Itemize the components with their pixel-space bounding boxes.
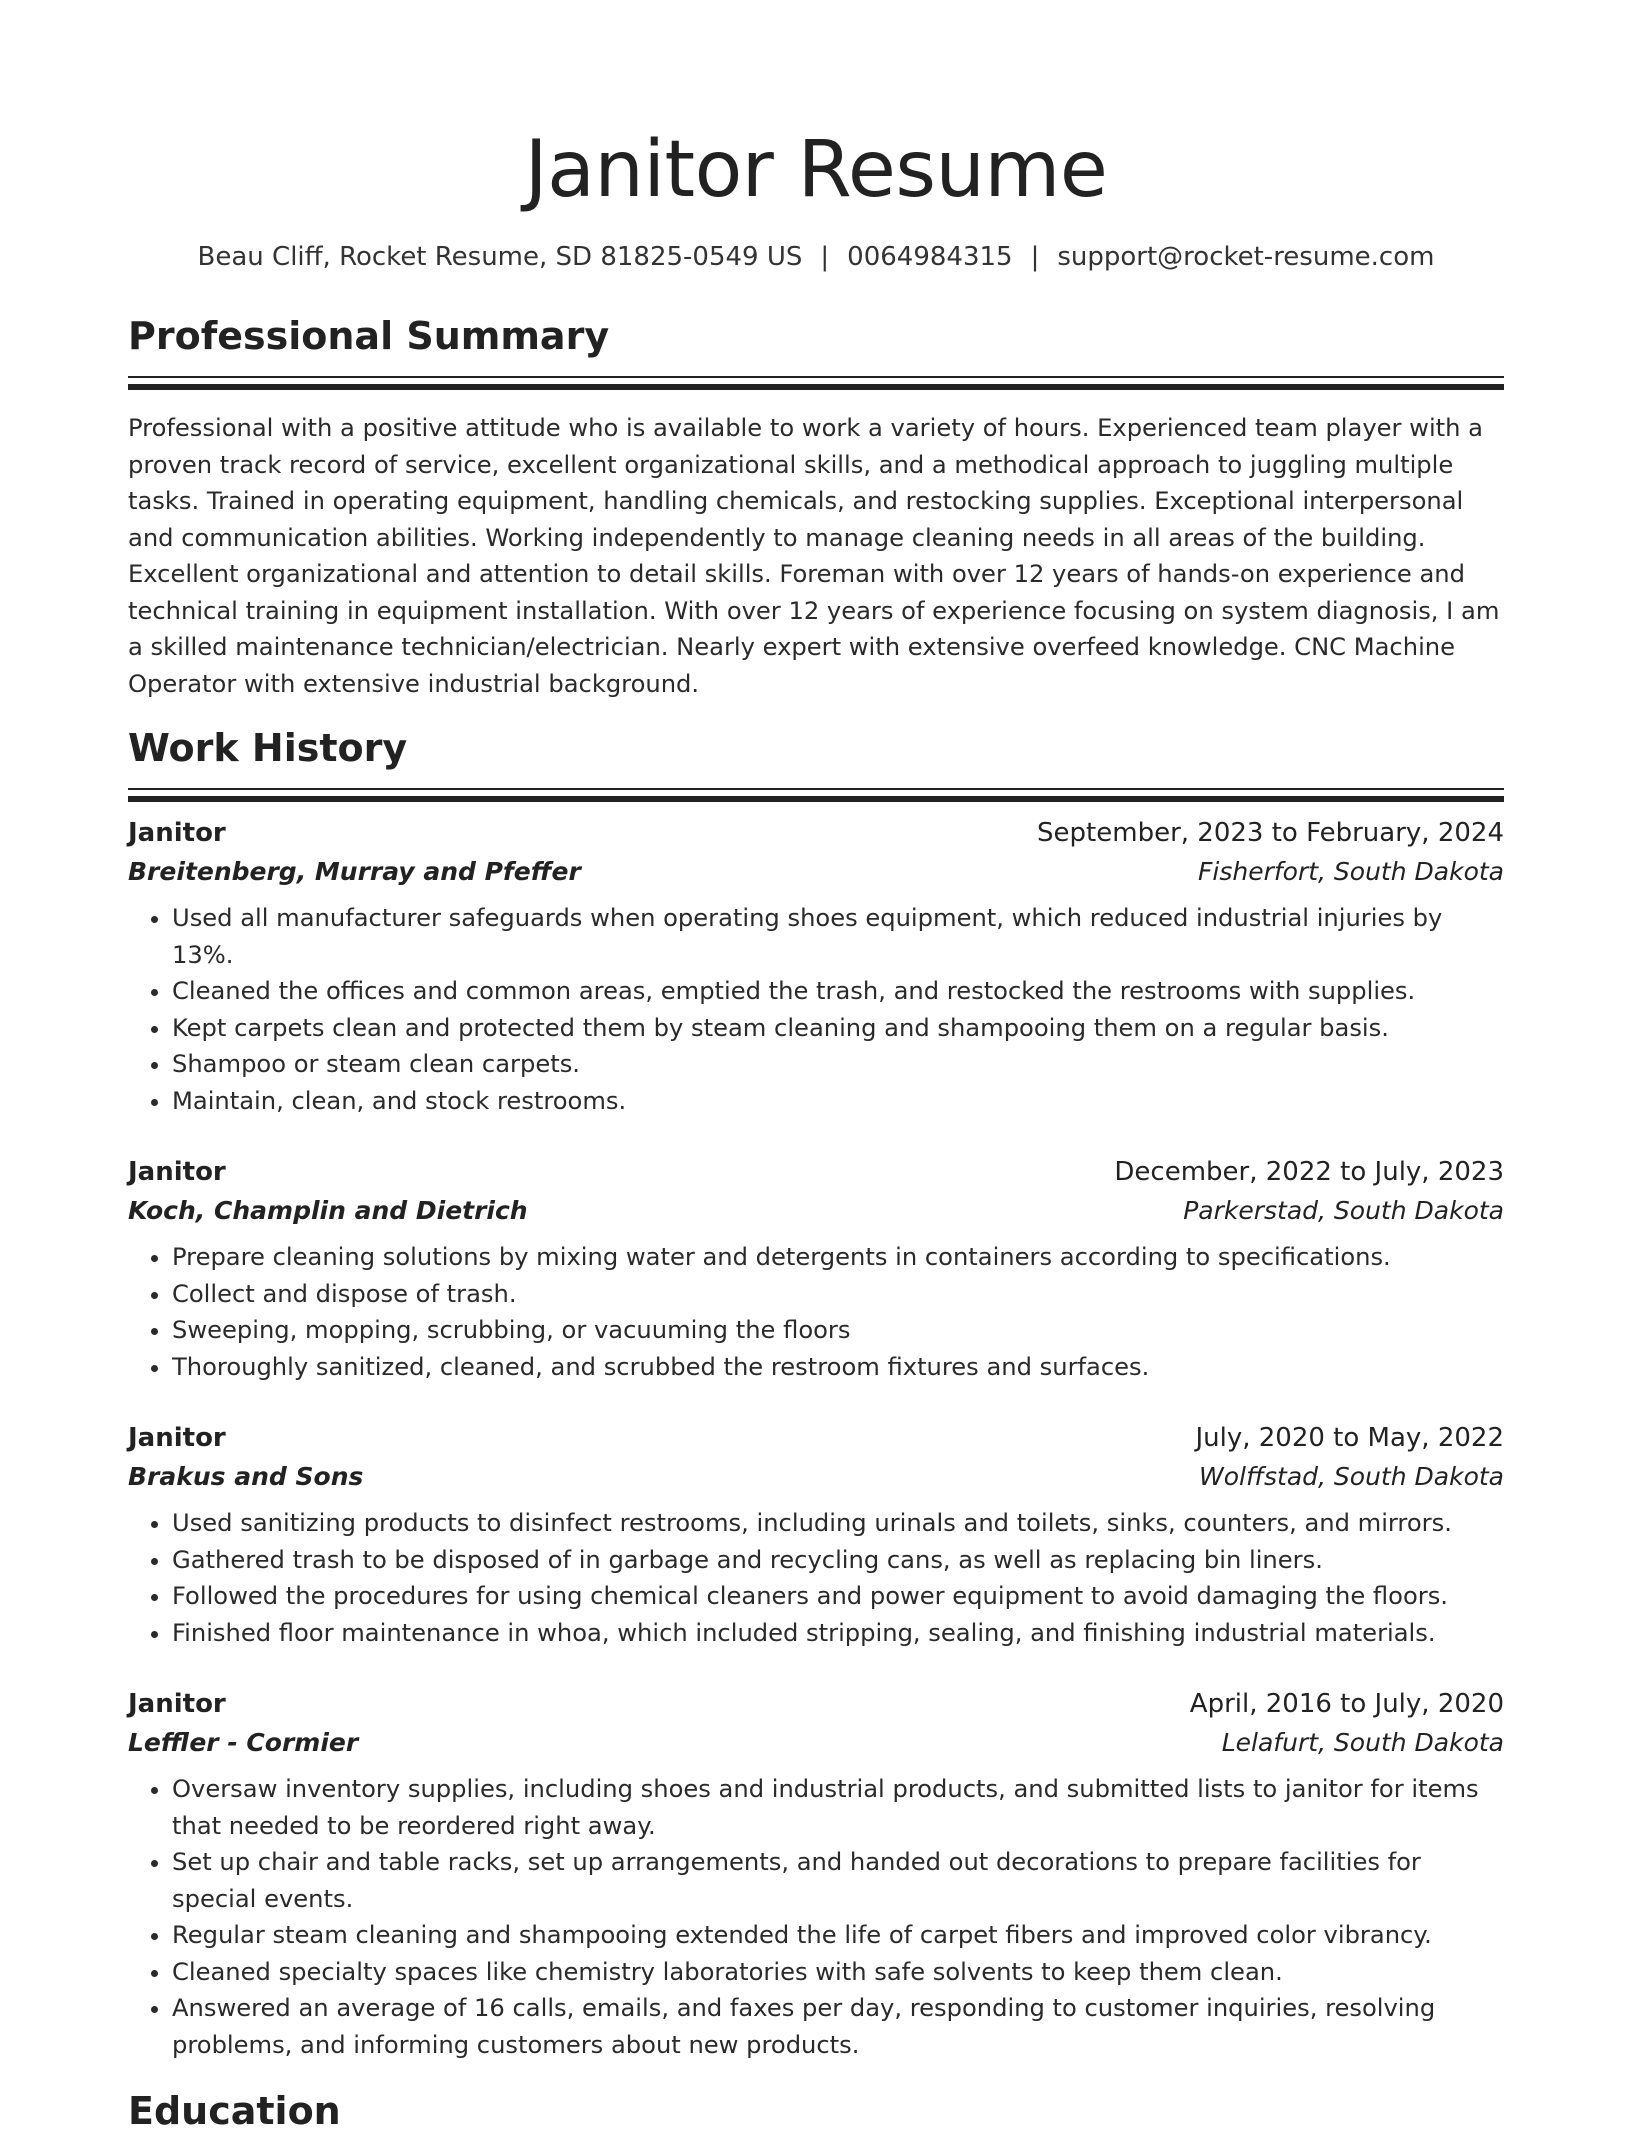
list-item: • Maintain, clean, and stock restrooms. <box>172 1083 1504 1120</box>
contact-email[interactable]: support@rocket-resume.com <box>1057 242 1435 272</box>
job-location: Parkerstad, South Dakota <box>1183 1196 1504 1225</box>
job-company: Breitenberg, Murray and Pfeffer <box>128 857 581 886</box>
resume-page <box>128 0 1504 2135</box>
job-bullets <box>128 900 1504 1119</box>
job-bullets <box>128 1771 1504 2063</box>
section-divider <box>128 788 1504 794</box>
summary-text: Professional with a positive attitude who is available to work a variety of hours. Experienced team player with a proven track record of service, excellent organizational skills, and a methodical approach to juggling multiple tasks. Trained in operating equipment, handling chemicals, and restocking supplies. Exceptional interpersonal and communication abilities. Working independently to manage cleaning needs in all areas of the building. Excellent organizational and attention to detail skills. Foreman with over 12 years of hands-on experience and technical training in equipment installation. With over 12 years of experience focusing on system diagnosis, I am a skilled maintenance technician/electrician. Nearly expert with extensive overfeed knowledge. CNC Machine Operator with extensive industrial background. <box>128 414 1500 698</box>
list-item: • Used all manufacturer safeguards when operating shoes equipment, which reduced industrial injuries by 13%. <box>172 900 1504 973</box>
section-divider <box>128 376 1504 382</box>
list-item: • Cleaned the offices and common areas, emptied the trash, and restocked the restrooms with supplies. <box>172 973 1504 1010</box>
job-location: Fisherfort, South Dakota <box>1198 857 1504 886</box>
section-heading-summary: Professional Summary <box>128 314 610 358</box>
job-company: Brakus and Sons <box>128 1462 364 1491</box>
job-company: Koch, Champlin and Dietrich <box>128 1196 528 1225</box>
list-item: • Oversaw inventory supplies, including shoes and industrial products, and submitted lists to janitor for items that needed to be reordered right away. <box>172 1771 1504 1844</box>
list-item: • Kept carpets clean and protected them by steam cleaning and shampooing them on a regular basis. <box>172 1010 1504 1047</box>
list-item: • Used sanitizing products to disinfect restrooms, including urinals and toilets, sinks, counters, and mirrors. <box>172 1505 1504 1542</box>
job-title: Janitor <box>128 1423 226 1453</box>
summary-section <box>128 312 1504 702</box>
job-location: Lelafurt, South Dakota <box>1221 1728 1504 1757</box>
job-entry <box>128 1419 1504 1651</box>
list-item: • Finished floor maintenance in whoa, which included stripping, sealing, and finishing industrial materials. <box>172 1615 1504 1652</box>
job-dates: July, 2020 to May, 2022 <box>1195 1423 1504 1453</box>
list-item: • Regular steam cleaning and shampooing extended the life of carpet fibers and improved color vibrancy. <box>172 1917 1504 1954</box>
contact-line <box>128 240 1504 274</box>
list-item: • Collect and dispose of trash. <box>172 1276 1504 1313</box>
contact-separator: | <box>1030 242 1040 272</box>
job-title: Janitor <box>128 818 226 848</box>
job-bullets <box>128 1505 1504 1651</box>
work-history-section <box>128 724 1504 2063</box>
job-bullets <box>128 1239 1504 1385</box>
job-company: Leffler - Cormier <box>128 1728 359 1757</box>
job-title: Janitor <box>128 1689 226 1719</box>
section-heading-work-history: Work History <box>128 726 408 770</box>
list-item: • Sweeping, mopping, scrubbing, or vacuuming the floors <box>172 1312 1504 1349</box>
list-item: • Shampoo or steam clean carpets. <box>172 1046 1504 1083</box>
list-item: • Answered an average of 16 calls, emails, and faxes per day, responding to customer inquiries, resolving problems, and informing customers about new products. <box>172 1990 1504 2063</box>
list-item: • Followed the procedures for using chemical cleaners and power equipment to avoid damaging the floors. <box>172 1578 1504 1615</box>
list-item: • Cleaned specialty spaces like chemistry laboratories with safe solvents to keep them clean. <box>172 1954 1504 1991</box>
list-item: • Gathered trash to be disposed of in garbage and recycling cans, as well as replacing bin liners. <box>172 1542 1504 1579</box>
education-section <box>128 2087 1504 2135</box>
list-item: • Set up chair and table racks, set up arrangements, and handed out decorations to prepare facilities for special events. <box>172 1844 1504 1917</box>
contact-separator: | <box>820 242 830 272</box>
list-item: • Thoroughly sanitized, cleaned, and scrubbed the restroom fixtures and surfaces. <box>172 1349 1504 1386</box>
job-title: Janitor <box>128 1157 226 1187</box>
job-dates: December, 2022 to July, 2023 <box>1114 1157 1504 1187</box>
contact-phone: 0064984315 <box>847 242 1013 272</box>
section-heading-education: Education <box>128 2089 341 2133</box>
contact-address: Beau Cliff, Rocket Resume, SD 81825-0549 US <box>197 242 803 272</box>
job-dates: September, 2023 to February, 2024 <box>1037 818 1504 848</box>
job-dates: April, 2016 to July, 2020 <box>1189 1689 1504 1719</box>
resume-title: Janitor Resume <box>524 125 1108 215</box>
list-item: • Prepare cleaning solutions by mixing water and detergents in containers according to specifications. <box>172 1239 1504 1276</box>
job-entry <box>128 1685 1504 2063</box>
job-location: Wolffstad, South Dakota <box>1199 1462 1504 1491</box>
job-entry <box>128 1153 1504 1385</box>
job-entry <box>128 814 1504 1119</box>
